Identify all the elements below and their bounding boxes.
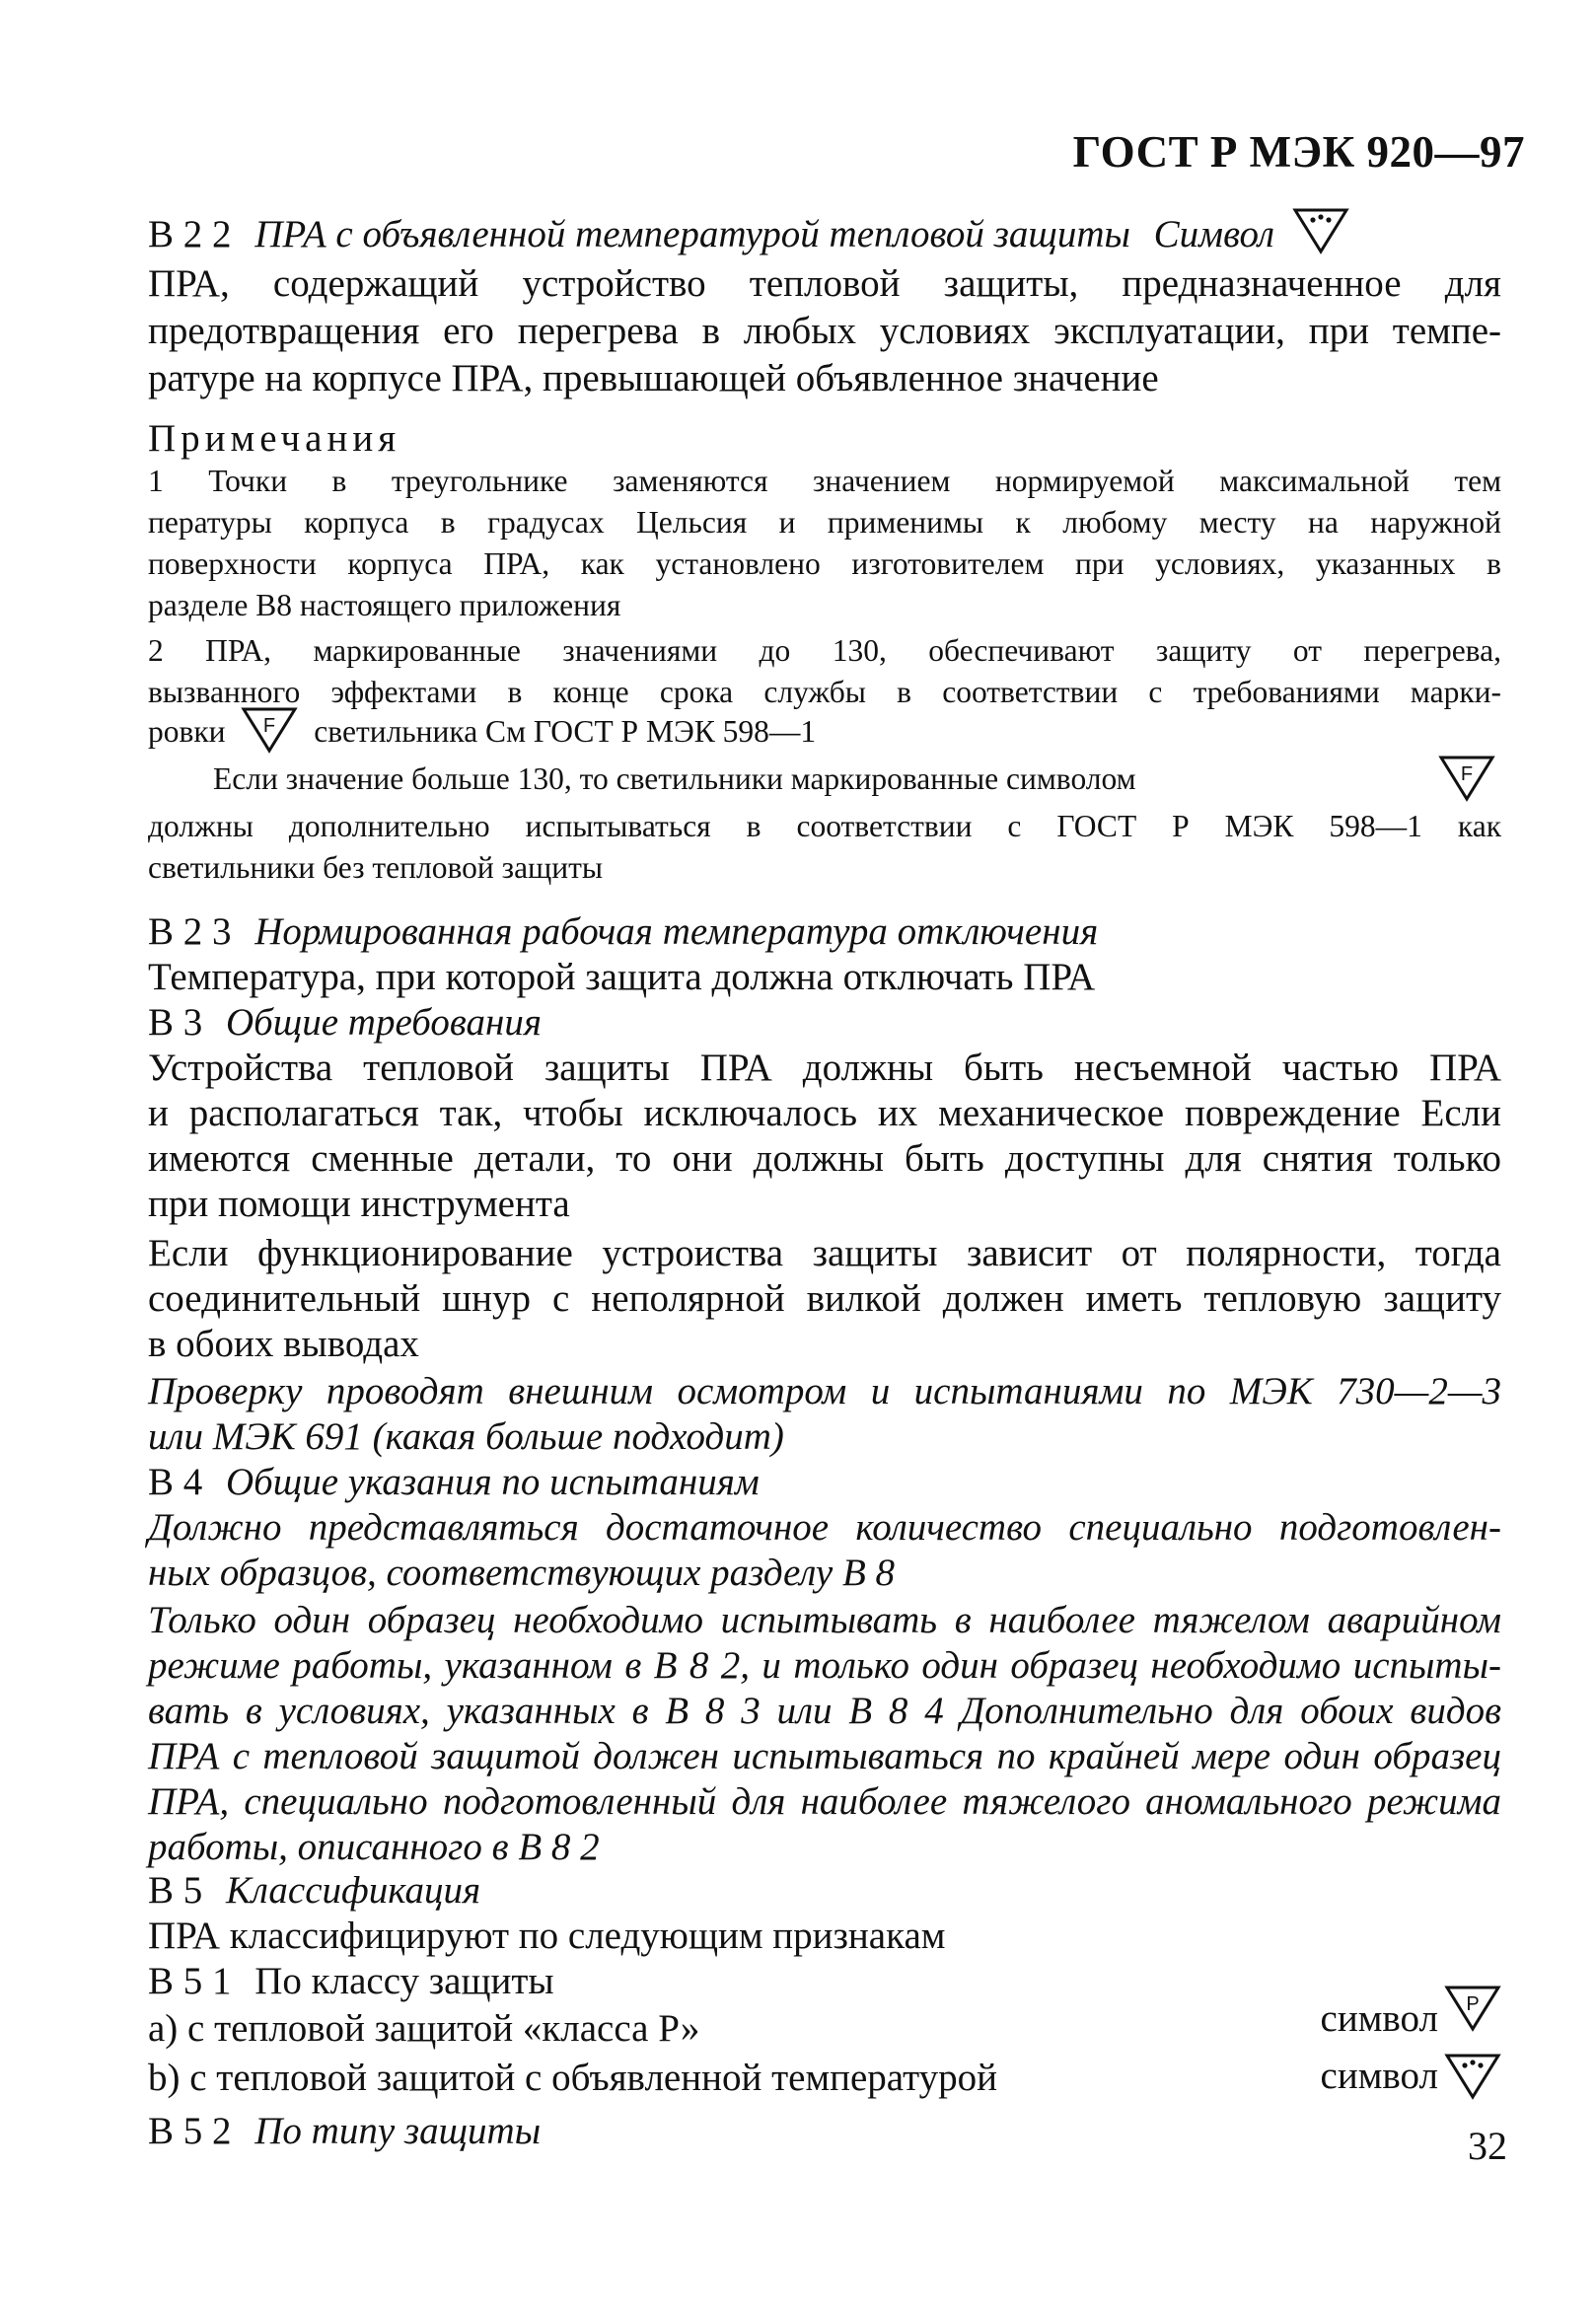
note2-line-2: вызванного эффектами в конце срока службы в соответствии с требованиями марки- bbox=[148, 675, 1501, 709]
classification-item-a-text: а) с тепловой защитой «класса Р» bbox=[148, 2007, 700, 2050]
triangle-f-icon bbox=[1438, 754, 1495, 803]
triangle-dots-icon bbox=[1292, 206, 1349, 255]
section-b4-para2-line-1: Только один образец необходимо испытывать в наиболее тяжелом аварийном bbox=[148, 1599, 1501, 1641]
section-b3-para1-line-4: при помощи инструмента bbox=[148, 1183, 570, 1225]
note2-line-3-end: светильника См ГОСТ Р МЭК 598—1 bbox=[314, 714, 817, 749]
note2-line-3-start: ровки bbox=[148, 714, 226, 749]
note1-line-1: 1 Точки в треугольнике заменяются значением нормируемой максимальной тем bbox=[148, 464, 1501, 498]
section-b3-heading bbox=[148, 1000, 1501, 1046]
section-b23-title: Нормированная рабочая температура отключения bbox=[254, 910, 1099, 953]
section-b22-symbol-label: Символ bbox=[1153, 213, 1275, 255]
classification-item-a-symbol bbox=[1320, 1993, 1501, 2042]
section-b4-para2-line-6: работы, описанного в В 8 2 bbox=[148, 1826, 600, 1868]
note2-line-6: светильники без тепловой защиты bbox=[148, 850, 604, 885]
section-b5-heading bbox=[148, 1868, 1501, 1914]
section-b3-para2-line-1: Если функционирование устроиства защиты зависит от полярности, тогда bbox=[148, 1232, 1501, 1274]
triangle-f-letter: F bbox=[263, 714, 276, 737]
section-b3-para1-line-1: Устройства тепловой защиты ПРА должны быть несъемной частью ПРА bbox=[148, 1047, 1501, 1089]
section-b3-para2-line-3: в обоих выводах bbox=[148, 1323, 419, 1365]
note2-line-1: 2 ПРА, маркированные значениями до 130, обеспечивают защиту от перегрева, bbox=[148, 633, 1501, 668]
section-b22-heading bbox=[148, 212, 1501, 257]
classification-item-b-symbol bbox=[1321, 2052, 1501, 2101]
section-b3-number: В 3 bbox=[148, 1001, 203, 1044]
document-body bbox=[148, 0, 1501, 2313]
section-b52-heading bbox=[148, 2109, 1501, 2154]
section-b4-para1-line-1: Должно представляться достаточное количество специально подготовлен- bbox=[148, 1506, 1501, 1549]
document-header: ГОСТ Р МЭК 920—97 bbox=[1072, 127, 1525, 177]
section-b51-number: В 5 1 bbox=[148, 1960, 232, 2002]
section-b4-number: В 4 bbox=[148, 1461, 203, 1503]
notes-heading: Примечания bbox=[148, 417, 401, 460]
section-b4-para2-line-5: ПРА, специально подготовленный для наиболее тяжелого аномального режима bbox=[148, 1780, 1501, 1823]
section-b22-number: В 2 2 bbox=[148, 213, 232, 255]
section-b5-body: ПРА классифицируют по следующим признакам bbox=[148, 1915, 946, 1957]
section-b52-number: В 5 2 bbox=[148, 2110, 232, 2152]
section-b4-para1-line-2: ных образцов, соответствующих разделу В 8 bbox=[148, 1552, 896, 1594]
section-b52-title: По типу защиты bbox=[254, 2110, 542, 2152]
section-b3-check-line-1: Проверку проводят внешним осмотром и испытаниями по МЭК 730—2—3 bbox=[148, 1370, 1501, 1412]
section-b22-title: ПРА с объявленной температурой тепловой защиты bbox=[254, 213, 1130, 255]
note1-line-2: пературы корпуса в градусах Цельсия и применимы к любому месту на наружной bbox=[148, 505, 1501, 540]
section-b4-heading bbox=[148, 1460, 1501, 1505]
section-b51-title: По классу защиты bbox=[254, 1960, 554, 2002]
section-b23-heading bbox=[148, 909, 1501, 955]
classification-item-b bbox=[148, 2056, 1501, 2101]
note2-line-5: должны дополнительно испытываться в соответствии с ГОСТ Р МЭК 598—1 как bbox=[148, 809, 1501, 843]
note2-line-3 bbox=[148, 712, 1501, 755]
section-b4-para2-line-4: ПРА с тепловой защитой должен испытываться по крайней мере один образец bbox=[148, 1735, 1501, 1777]
section-b3-para1-line-3: имеются сменные детали, то они должны быть доступны для снятия только bbox=[148, 1137, 1501, 1180]
section-b3-para1-line-2: и располагаться так, чтобы исключалось их механическое повреждение Если bbox=[148, 1092, 1501, 1134]
section-b5-title: Классификация bbox=[226, 1869, 481, 1912]
section-b4-para2-line-3: вать в условиях, указанных в В 8 3 или В 8 4 Дополнительно для обоих видов bbox=[148, 1690, 1501, 1732]
section-b3-para2-line-2: соединительный шнур с неполярной вилкой должен иметь тепловую защиту bbox=[148, 1277, 1501, 1320]
triangle-f-letter: F bbox=[1460, 763, 1474, 785]
section-b23-number: В 2 3 bbox=[148, 910, 232, 953]
section-b22-line-2: предотвращения его перегрева в любых условиях эксплуатации, при темпе- bbox=[148, 310, 1501, 352]
triangle-dots-icon bbox=[1444, 2052, 1501, 2101]
note1-line-3: поверхности корпуса ПРА, как установлено изготовителем при условиях, указанных в bbox=[148, 546, 1501, 581]
classification-item-a-symbol-label: символ bbox=[1320, 1997, 1438, 2040]
triangle-f-icon bbox=[241, 705, 298, 755]
triangle-p-icon bbox=[1444, 1984, 1501, 2033]
classification-item-b-text: b) с тепловой защитой с объявленной температурой bbox=[148, 2057, 998, 2099]
section-b51-heading bbox=[148, 1959, 1501, 2004]
triangle-p-letter: P bbox=[1466, 1993, 1480, 2015]
section-b5-number: В 5 bbox=[148, 1869, 203, 1912]
section-b23-body: Температура, при которой защита должна отключать ПРА bbox=[148, 956, 1096, 998]
classification-item-a bbox=[148, 1993, 1501, 2052]
classification-item-b-symbol-label: символ bbox=[1320, 2055, 1438, 2097]
note2-line-4-text: Если значение больше 130, то светильники маркированные символом bbox=[213, 761, 1136, 796]
section-b3-check-line-2: или МЭК 691 (какая больше подходит) bbox=[148, 1415, 784, 1458]
page-number: 32 bbox=[1468, 2124, 1507, 2168]
note1-line-4: разделе В8 настоящего приложения bbox=[148, 588, 621, 622]
section-b22-line-3: ратуре на корпусе ПРА, превышающей объявленное значение bbox=[148, 357, 1159, 399]
section-b22-line-1: ПРА, содержащий устройство тепловой защиты, предназначенное для bbox=[148, 262, 1501, 305]
section-b4-para2-line-2: режиме работы, указанном в В 8 2, и только один образец необходимо испыты- bbox=[148, 1644, 1501, 1687]
section-b3-title: Общие требования bbox=[226, 1001, 542, 1044]
note2-line-4 bbox=[148, 759, 1501, 799]
section-b4-title: Общие указания по испытаниям bbox=[226, 1461, 760, 1503]
